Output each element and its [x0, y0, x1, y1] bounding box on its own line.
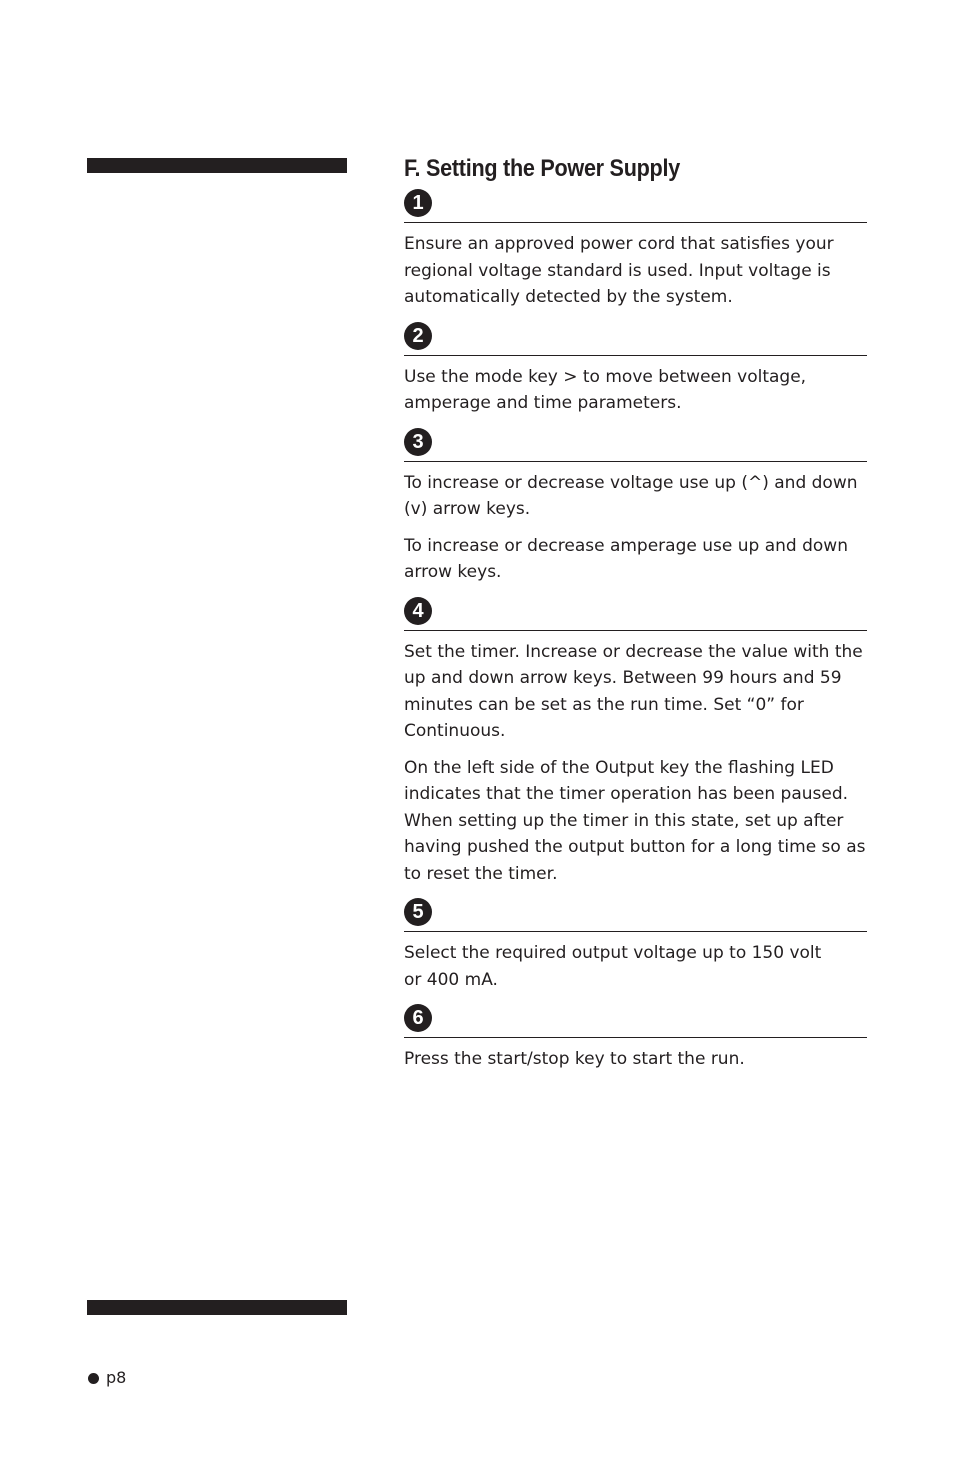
page-footer: [88, 1368, 126, 1388]
step-header: [404, 596, 867, 631]
decorative-bar-bottom: [87, 1300, 347, 1315]
step-paragraph: Set the timer. Increase or decrease the value with the up and down arrow keys. Between 99 hours and 59 minutes can be set as the run time. Set “0” for Continuous.: [404, 641, 863, 741]
section-heading: F. Setting the Power Supply: [404, 155, 680, 182]
section-content: [404, 150, 867, 1083]
step-6: [404, 1003, 867, 1083]
step-number-badge: 3: [404, 428, 432, 456]
step-number-badge: 1: [404, 189, 432, 217]
step-paragraph: To increase or decrease voltage use up (^) and down (v) arrow keys.: [404, 472, 858, 519]
step-paragraph: On the left side of the Output key the flashing LED indicates that the timer operation has been paused. When setting up the timer in this state, set up after having pushed the output button for a long time so as to reset the timer.: [404, 757, 866, 884]
step-header: [404, 321, 867, 356]
step-paragraph: Press the start/stop key to start the run.: [404, 1049, 745, 1069]
page-number: p8: [106, 1368, 127, 1387]
step-paragraph: Use the mode key > to move between voltage, amperage and time parameters.: [404, 366, 807, 413]
bullet-dot-icon: [88, 1373, 99, 1384]
step-5: [404, 897, 867, 1003]
step-header: [404, 1003, 867, 1038]
step-paragraph: To increase or decrease amperage use up and down arrow keys.: [404, 535, 848, 582]
step-header: [404, 188, 867, 223]
step-number-badge: 6: [404, 1004, 432, 1032]
step-4: [404, 596, 867, 898]
step-1: [404, 188, 867, 321]
step-number-badge: 2: [404, 322, 432, 350]
step-header: [404, 897, 867, 932]
step-number-badge: 5: [404, 898, 432, 926]
step-2: [404, 321, 867, 427]
decorative-bar-top: [87, 158, 347, 173]
step-paragraph: Ensure an approved power cord that satisfies your regional voltage standard is used. Input voltage is automatically detected by the system.: [404, 234, 834, 307]
step-3: [404, 427, 867, 596]
step-header: [404, 427, 867, 462]
step-number-badge: 4: [404, 597, 432, 625]
step-paragraph: Select the required output voltage up to 150 volt or 400 mA.: [404, 943, 822, 990]
